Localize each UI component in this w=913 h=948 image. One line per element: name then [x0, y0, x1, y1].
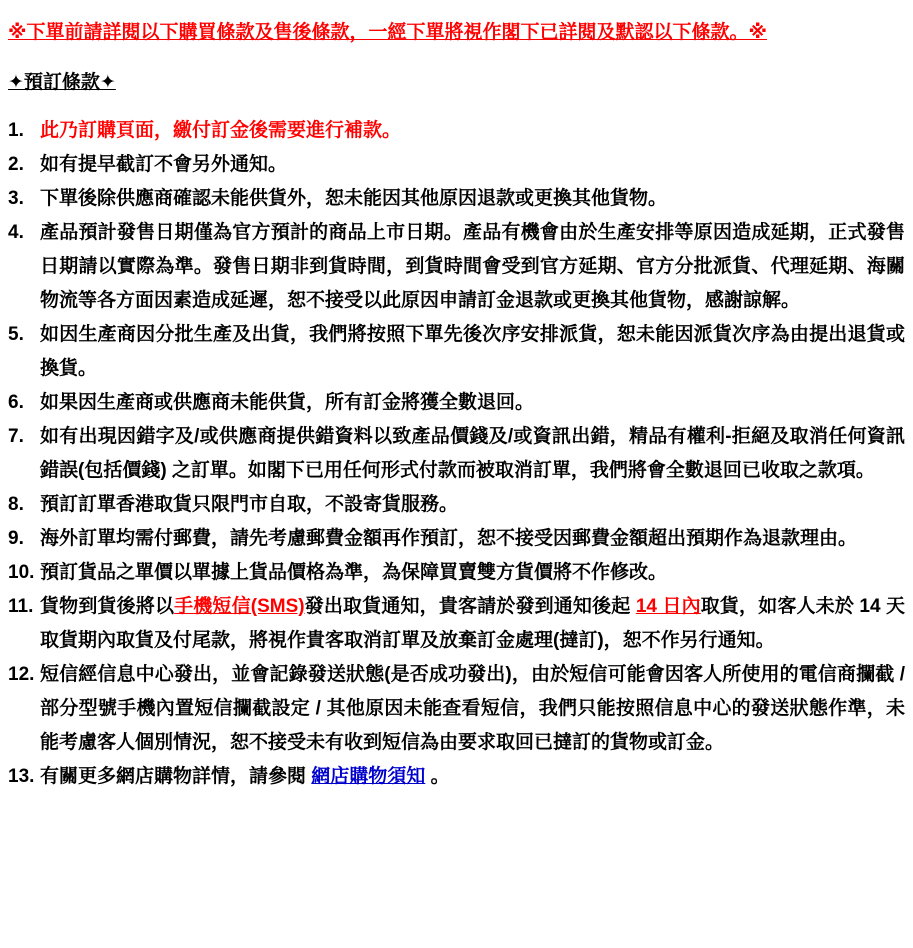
term-text [40, 590, 905, 658]
term-text [40, 658, 905, 760]
term-number: 3. [8, 188, 24, 209]
term-text [40, 318, 905, 386]
term-segment: 有關更多網店購物詳情，請參閱 [40, 766, 312, 787]
term-number: 13. [8, 766, 35, 787]
term-segment: 如果因生產商或供應商未能供貨，所有訂金將獲全數退回。 [40, 392, 535, 413]
term-text [40, 556, 905, 590]
term-segment: 下單後除供應商確認未能供貨外，恕未能因其他原因退款或更換其他貨物。 [40, 188, 668, 209]
term-segment: 手機短信(SMS) [174, 596, 305, 617]
term-item [8, 420, 905, 488]
term-text [40, 182, 905, 216]
term-segment: 此乃訂購頁面，繳付訂金後需要進行補款。 [40, 120, 402, 141]
term-item [8, 386, 905, 420]
term-text [40, 760, 905, 794]
term-segment: 貨物到貨後將以 [40, 596, 175, 617]
term-item [8, 114, 905, 148]
term-segment: 短信經信息中心發出，並會記錄發送狀態(是否成功發出)，由於短信可能會因客人所使用的電信商攔截 / 部分型號手機內置短信攔截設定 / 其他原因未能查看短信，我們只能按照信息中心的發送狀態作準，未能考慮客人個別情況，恕不接受未有收到短信為由要求取回已撻訂的貨物或訂金。 [40, 664, 905, 753]
term-segment: 預訂貨品之單價以單據上貨品價格為準，為保障買賣雙方貨價將不作修改。 [40, 562, 668, 583]
term-item [8, 658, 905, 760]
term-number: 11. [8, 596, 34, 617]
term-text [40, 420, 905, 488]
term-item [8, 182, 905, 216]
preorder-terms-document [8, 16, 905, 794]
term-text [40, 522, 905, 556]
term-item [8, 522, 905, 556]
term-text [40, 114, 905, 148]
term-text [40, 148, 905, 182]
term-segment: 海外訂單均需付郵費，請先考慮郵費金額再作預訂，恕不接受因郵費金額超出預期作為退款理由。 [40, 528, 858, 549]
term-item [8, 148, 905, 182]
term-number: 6. [8, 392, 24, 413]
term-segment: 發出取貨通知，貴客請於發到通知後起 [304, 596, 636, 617]
term-segment: 14 日內 [635, 596, 701, 617]
section-title-preorder-terms: ✦預訂條款✦ [8, 72, 116, 93]
term-number: 5. [8, 324, 24, 345]
term-item [8, 590, 905, 658]
term-segment: 。 [425, 766, 450, 787]
term-number: 4. [8, 222, 24, 243]
term-number: 8. [8, 494, 24, 515]
term-item [8, 216, 905, 318]
term-segment: 如因生產商因分批生產及出貨，我們將按照下單先後次序安排派貨，恕未能因派貨次序為由提出退貨或換貨。 [40, 324, 905, 379]
term-segment: 如有出現因錯字及/或供應商提供錯資料以致產品價錢及/或資訊出錯，精品有權利-拒絕及取消任何資訊錯誤(包括價錢) 之訂單。如閣下已用任何形式付款而被取消訂單，我們將會全數退回已收取之款項。 [40, 426, 905, 481]
terms-list [8, 114, 905, 794]
term-number: 7. [8, 426, 24, 447]
term-text [40, 386, 905, 420]
term-text [40, 488, 905, 522]
term-segment: 取貨，如客人未於 14 天取貨期內取貨及付尾款，將視作貴客取消訂單及放棄訂金處理(撻訂)，恕不作另行通知。 [40, 596, 905, 651]
term-segment: 預訂訂單香港取貨只限門市自取，不設寄貨服務。 [40, 494, 459, 515]
term-segment: 產品預計發售日期僅為官方預計的商品上市日期。產品有機會由於生產安排等原因造成延期，正式發售日期請以實際為準。發售日期非到貨時間，到貨時間會受到官方延期、官方分批派貨、代理延期、海關物流等各方面因素造成延遲，恕不接受以此原因申請訂金退款或更換其他貨物，感謝諒解。 [40, 222, 905, 311]
shop-guide-link[interactable]: 網店購物須知 [311, 766, 426, 787]
term-item [8, 760, 905, 794]
term-number: 9. [8, 528, 24, 549]
term-number: 10. [8, 562, 35, 583]
term-item [8, 318, 905, 386]
term-item [8, 488, 905, 522]
purchase-notice: ※下單前請詳閱以下購買條款及售後條款，一經下單將視作閣下已詳閱及默認以下條款。※ [8, 22, 767, 43]
term-number: 2. [8, 154, 24, 175]
term-text [40, 216, 905, 318]
term-number: 1. [8, 120, 24, 141]
term-segment: 如有提早截訂不會另外通知。 [40, 154, 288, 175]
term-number: 12. [8, 664, 35, 685]
term-item [8, 556, 905, 590]
